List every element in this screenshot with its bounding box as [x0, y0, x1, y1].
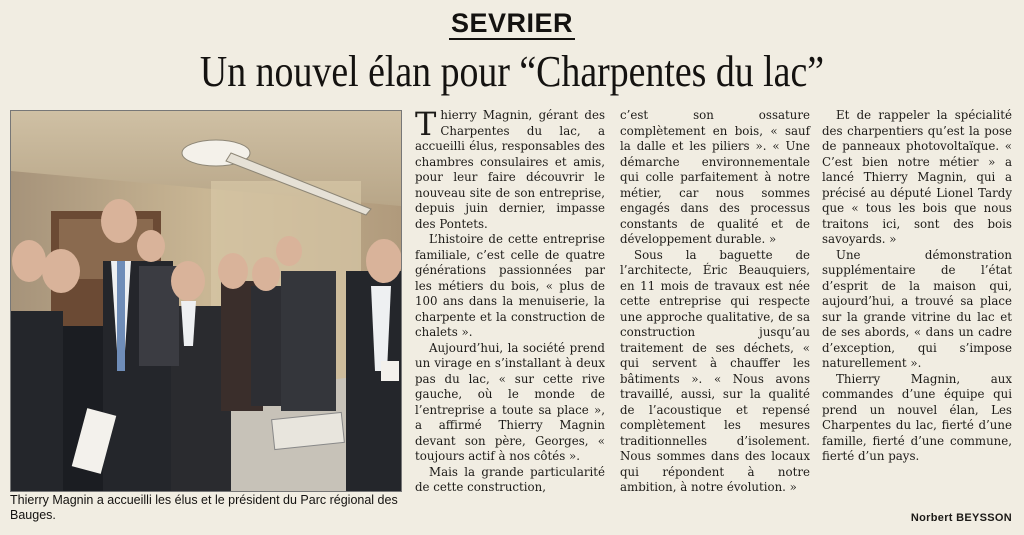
photo-caption: Thierry Magnin a accueilli les élus et le président du Parc régional des Bauges.	[10, 493, 398, 522]
paragraph: c’est son ossature complètement en bois, « sauf la dalle et les piliers ». « Une démarche environnementale qui colle parfaitement à notre métier, car nous sommes engagés dans des processus constants de qualité et de développement durable. »	[620, 108, 810, 246]
paragraph: L’histoire de cette entreprise familiale, c’est celle de quatre générations passionnées par les métiers du bois, « plus de 100 ans dans la menuiserie, la charpente et la construction de chalets ».	[415, 232, 605, 339]
section-heading	[0, 8, 1024, 38]
author-byline: Norbert BEYSSON	[910, 512, 1012, 524]
paragraph: Aujourd’hui, la société prend un virage en s’installant à deux pas du lac, « sur cette rive gauche, où le monde de l’entreprise a toute sa place », a affirmé Thierry Magnin devant son père, Georges, « toujours actif à nos côtés ».	[415, 340, 605, 463]
paragraph: Sous la baguette de l’architecte, Éric Beauquiers, en 11 mois de travaux est née cette entreprise qui respecte une approche qualitative, de sa construction jusqu’au traitement de ses déchets, « qui servent à chauffer les bâtiments ». « Nous avons travaillé, aussi, sur la qualité de l’acoustique et repensé complètement les mesures traditionnelles d’isolement. Nous sommes dans des locaux qui répondent à notre ambition, à notre évolution. »	[620, 247, 810, 494]
paragraph: Thierry Magnin, gérant des Charpentes du lac, a accueilli élus, responsables des chambres consulaires et amis, pour leur faire découvrir le nouveau site de son entreprise, depuis juin dernier, impasse des Pontets.	[415, 105, 605, 231]
article-column-2	[620, 108, 810, 496]
photo-illustration	[11, 111, 401, 491]
article-headline: Un nouvel élan pour “Charpentes du lac”	[199, 47, 825, 96]
paragraph: Une démonstration supplémentaire de l’état d’esprit de la maison qui, aujourd’hui, a trouvé sa place sur la grande vitrine du lac et de ses abords, « dans un cadre d’exception, qui s’impose naturellement ».	[822, 247, 1012, 370]
article-column-3	[822, 108, 1012, 465]
paragraph: Thierry Magnin, aux commandes d’une équipe qui prend un nouvel élan, Les Charpentes du lac, fierté d’une famille, fierté d’une commune, fierté d’un pays.	[822, 371, 1012, 463]
paragraph: Mais la grande particularité de cette construction,	[415, 464, 605, 494]
section-label: SEVRIER	[450, 8, 574, 38]
article-photo	[10, 110, 402, 492]
paragraph: Et de rappeler la spécialité des charpentiers qu’est la pose de panneaux photovoltaïque. « C’est bien notre métier » a lancé Thierry Magnin, qui a précisé au député Lionel Tardy que « tous les bois que nous traitons ici, sont des bois savoyards. »	[822, 108, 1012, 246]
drop-cap: T	[415, 105, 437, 143]
article-column-1	[415, 105, 605, 496]
